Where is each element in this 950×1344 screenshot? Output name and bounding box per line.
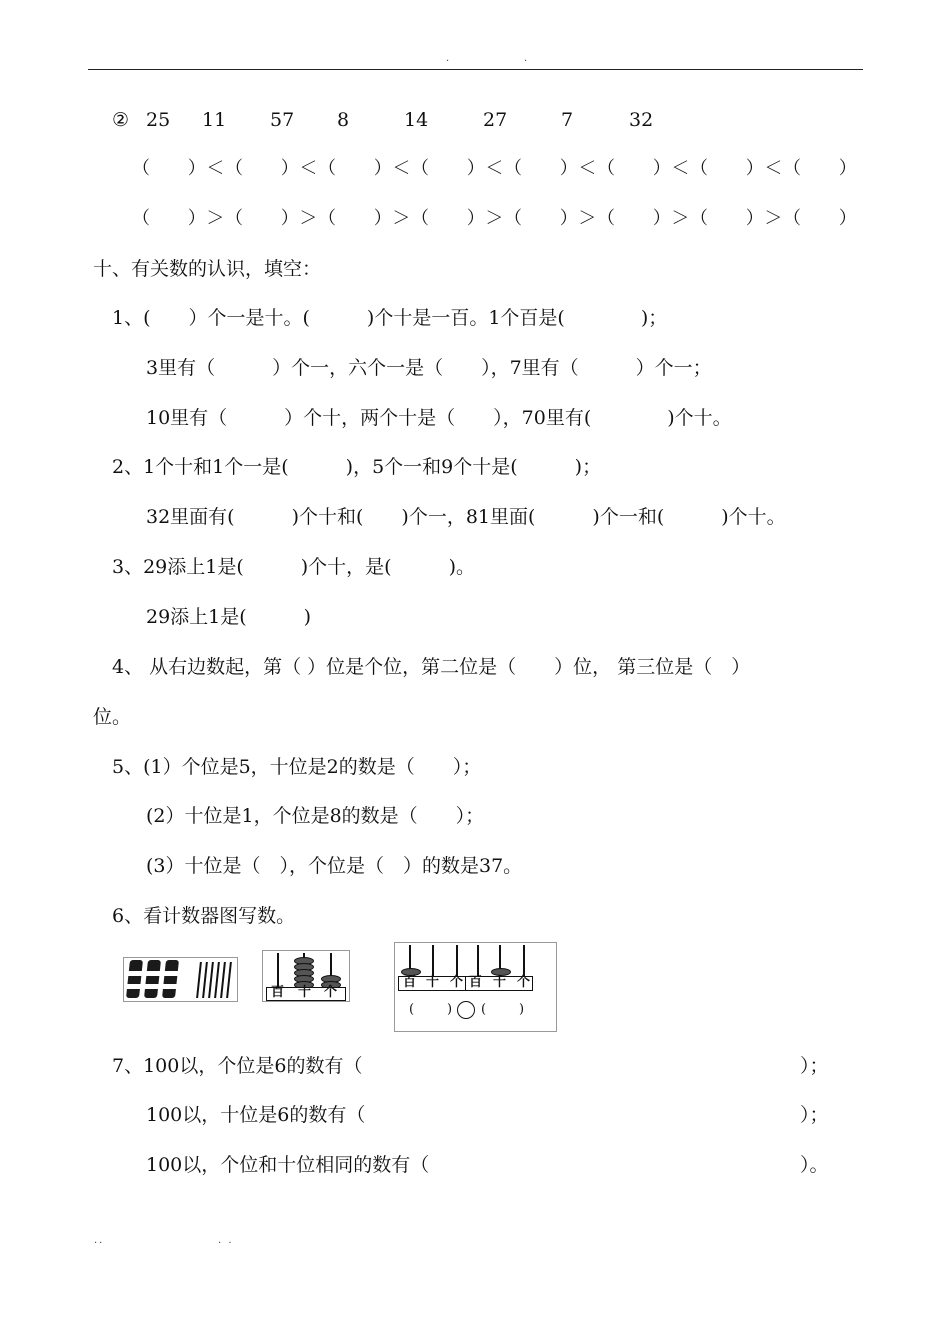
question-7c-end: ）。 (800, 1154, 829, 1176)
question-3a: 3、29添上1是( )个十，是( )。 (112, 556, 476, 578)
place-label: 个 (450, 975, 464, 990)
row-label: ② (112, 109, 130, 131)
answer-paren: ) (447, 1002, 453, 1017)
question-6: 6、看计数器图写数。 (112, 905, 296, 927)
number-item: 11 (202, 109, 227, 131)
number-item: 27 (483, 109, 508, 131)
place-label: 个 (517, 975, 531, 990)
footer-dots: ·· (94, 1238, 105, 1249)
single-stick (202, 962, 208, 998)
single-stick (208, 962, 214, 998)
abacus-rod (432, 945, 434, 977)
place-label: 十 (493, 975, 507, 990)
number-item: 14 (404, 109, 429, 131)
number-item: 25 (146, 109, 171, 131)
abacus-rod (456, 945, 458, 977)
answer-paren: ( (409, 1002, 415, 1017)
place-label: 百 (469, 975, 483, 990)
single-stick (226, 962, 232, 998)
abacus-compare-figure (394, 942, 557, 1032)
stick-bundle (126, 960, 143, 998)
header-dot: · (524, 56, 528, 67)
question-7b: 100以，十位是6的数有（ (146, 1104, 366, 1126)
abacus-rod (277, 953, 279, 987)
single-stick (196, 962, 202, 998)
footer-dots: · · (218, 1238, 234, 1249)
number-item: 8 (337, 109, 350, 131)
question-7b-end: ）； (800, 1104, 829, 1126)
abacus-rod (523, 945, 525, 977)
stick-bundles-figure (123, 957, 238, 1002)
question-3b: 29添上1是( ) (146, 606, 312, 628)
number-item: 57 (270, 109, 295, 131)
number-item: 7 (561, 109, 574, 131)
abacus-rod (477, 945, 479, 977)
question-1b: 3里有（ ）个一，六个一是（ ），7里有（ ）个一； (146, 357, 712, 379)
place-label: 个 (324, 985, 338, 1000)
single-stick (214, 962, 220, 998)
header-rule (88, 69, 863, 70)
single-stick (220, 962, 226, 998)
greater-than-row: （ ）＞（ ）＞（ ）＞（ ）＞（ ）＞（ ）＞（ ）＞（ ） (132, 208, 858, 229)
question-4b: 位。 (93, 706, 132, 728)
place-label: 十 (298, 985, 312, 1000)
header-dot: · (446, 56, 450, 67)
abacus-figure-1 (262, 950, 350, 1002)
question-7a-end: ）； (800, 1055, 829, 1077)
question-5b: (2）十位是1，个位是8的数是（ ）； (146, 805, 485, 827)
question-2a: 2、1个十和1个一是( )，5个一和9个十是( )； (112, 456, 602, 478)
answer-paren: ) (519, 1002, 525, 1017)
place-label: 十 (426, 975, 440, 990)
question-4a: 4、 从右边数起，第（ ）位是个位，第二位是（ ）位， 第三位是（ ） (112, 656, 751, 678)
answer-paren: ( (481, 1002, 487, 1017)
stick-bundle (144, 960, 161, 998)
comparison-circle (457, 1001, 475, 1019)
number-item: 32 (629, 109, 654, 131)
question-5a: 5、(1）个位是5，十位是2的数是（ ）； (112, 756, 482, 778)
question-1a: 1、( ）个一是十。( )个十是一百。1个百是( )； (112, 307, 668, 329)
question-5c: (3）十位是（ ），个位是（ ）的数是37。 (146, 855, 523, 877)
less-than-row: （ ）＜（ ）＜（ ）＜（ ）＜（ ）＜（ ）＜（ ）＜（ ） (132, 158, 858, 179)
question-7c: 100以，个位和十位相同的数有（ (146, 1154, 430, 1176)
place-label: 百 (271, 985, 285, 1000)
place-label: 百 (403, 975, 417, 990)
question-7a: 7、100以，个位是6的数有（ (112, 1055, 363, 1077)
question-2b: 32里面有( )个十和( )个一，81里面( )个一和( )个十。 (146, 506, 786, 528)
stick-bundle (162, 960, 179, 998)
section-title: 十、有关数的认识，填空： (93, 258, 322, 280)
question-1c: 10里有（ ）个十，两个十是（ ），70里有( )个十。 (146, 407, 732, 429)
